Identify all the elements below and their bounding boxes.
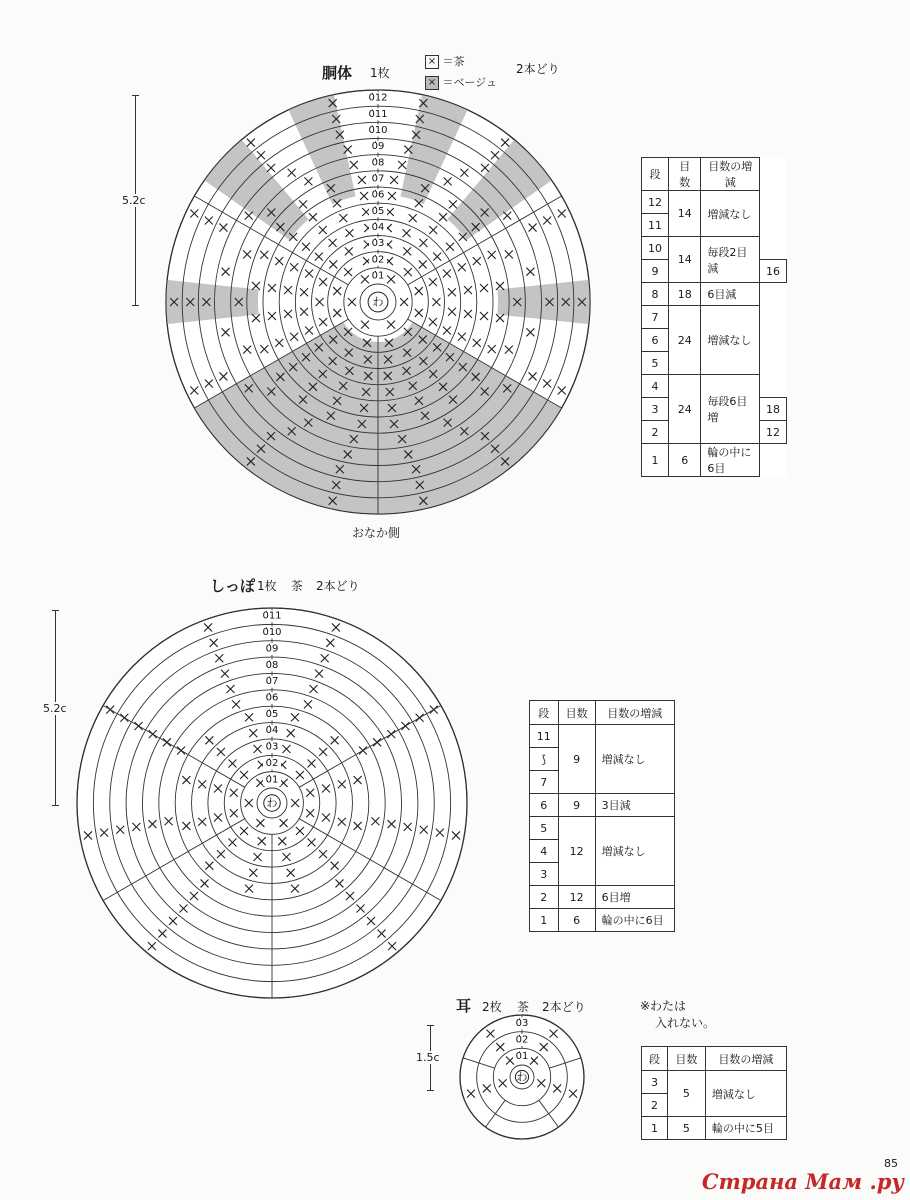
body-yarn: 2本どり xyxy=(516,62,560,76)
body-table-header-row: 段 xyxy=(642,158,669,191)
row-label: 0̇1 xyxy=(265,774,279,786)
stitch-count: 5 xyxy=(667,1071,705,1117)
tail-table-header-count: 目数 xyxy=(558,701,595,725)
stitch-change: 毎段2目減 xyxy=(701,237,760,283)
stitch-count: 6 xyxy=(669,444,701,477)
stitch-count: 14 xyxy=(669,191,701,237)
watermark: Страна Мам .ру xyxy=(701,1169,904,1194)
stitch-count: 12 xyxy=(558,886,595,909)
row-label: 0̇3 xyxy=(515,1017,529,1029)
row-number: ⟆ xyxy=(530,748,559,771)
row-number: 2 xyxy=(642,421,669,444)
stitch-change: 増減なし xyxy=(701,191,760,237)
stitch-count: 6 xyxy=(558,909,595,932)
tail-table-header-row: 段 xyxy=(530,701,559,725)
legend-brown-label: ＝茶 xyxy=(442,55,465,68)
row-label: 0̇6 xyxy=(265,692,279,704)
row-label: 0̇12 xyxy=(368,92,388,104)
row-label: 0̇9 xyxy=(371,141,385,153)
row-number: 2 xyxy=(530,886,559,909)
stitch-count: 9 xyxy=(558,725,595,794)
row-number: 2 xyxy=(642,1094,668,1117)
row-number: 5 xyxy=(642,352,669,375)
stitch-change: 増減なし xyxy=(595,817,674,886)
stitch-change: 増減なし xyxy=(705,1071,786,1117)
row-number: 11 xyxy=(530,725,559,748)
ear-note-line2: 入れない。 xyxy=(655,1016,716,1030)
row-label: 0̇2 xyxy=(371,254,385,266)
row-label: 0̇2 xyxy=(265,757,279,769)
row-label: 0̇5 xyxy=(265,708,279,720)
row-label: 0̇11 xyxy=(262,610,282,622)
ear-yarn: 2本どり xyxy=(542,1000,586,1014)
ear-title: 耳 xyxy=(456,997,472,1015)
row-label: 0̇7 xyxy=(371,173,385,185)
stitch-count: 12 xyxy=(558,817,595,886)
row-label: 0̇11 xyxy=(368,108,388,120)
row-label: 0̇3 xyxy=(371,238,385,250)
legend-beige-swatch: × xyxy=(425,76,439,90)
row-label: 0̇4 xyxy=(371,221,385,233)
stitch-change: 3目減 xyxy=(595,794,674,817)
row-label: 0̇8 xyxy=(265,659,279,671)
row-number: 1 xyxy=(530,909,559,932)
row-label: 0̇5 xyxy=(371,205,385,217)
row-number: 4 xyxy=(530,840,559,863)
row-label: 0̇4 xyxy=(265,725,279,737)
row-label: 0̇2 xyxy=(515,1034,529,1046)
center-ring-label: わ xyxy=(266,796,278,810)
center-ring-label: わ xyxy=(516,1070,528,1084)
stitch-count: 5 xyxy=(667,1117,705,1140)
tail-count: 1枚 xyxy=(257,579,277,593)
row-number: 8 xyxy=(642,283,669,306)
body-table-header-change: 目数の増減 xyxy=(701,158,760,191)
row-number: 12 xyxy=(642,191,669,214)
stitch-change: 増減なし xyxy=(701,306,760,375)
row-number: 6 xyxy=(530,794,559,817)
row-number: 1 xyxy=(642,1117,668,1140)
ear-table-header-change: 目数の増減 xyxy=(705,1047,786,1071)
ear-count: 2枚 xyxy=(482,1000,502,1014)
row-number: 6 xyxy=(642,329,669,352)
page-number: 85 xyxy=(884,1157,898,1170)
ear-color: 茶 xyxy=(517,1000,530,1014)
row-number: 7 xyxy=(642,306,669,329)
body-count: 1枚 xyxy=(370,66,390,80)
ear-note-line1: ※わたは xyxy=(640,999,687,1013)
body-title: 胴体 xyxy=(322,64,353,82)
body-size-label: 5.2c xyxy=(122,194,146,207)
tail-size-label: 5.2c xyxy=(43,702,67,715)
ear-table-header-count: 目数 xyxy=(667,1047,705,1071)
row-number: 9 xyxy=(642,260,669,283)
row-label: 0̇3 xyxy=(265,741,279,753)
row-number: 7 xyxy=(530,771,559,794)
legend-brown-swatch: × xyxy=(425,55,439,69)
stitch-count: 14 xyxy=(669,237,701,283)
stitch-change: 輪の中に6目 xyxy=(701,444,760,477)
stitch-count: 18 xyxy=(669,283,701,306)
row-label: 0̇7 xyxy=(265,676,279,688)
center-ring-label: わ xyxy=(372,295,384,309)
row-label: 0̇9 xyxy=(265,643,279,655)
row-number: 11 xyxy=(642,214,669,237)
row-label: 0̇1 xyxy=(371,270,385,282)
stitch-count: 24 xyxy=(669,375,701,444)
stitch-change: 6目増 xyxy=(595,886,674,909)
row-label: 0̇1 xyxy=(515,1051,529,1063)
stitch-count: 16 xyxy=(759,260,786,283)
stitch-change: 輪の中に6目 xyxy=(595,909,674,932)
row-number: 1 xyxy=(642,444,669,477)
tail-title: しっぽ xyxy=(210,577,256,595)
tail-table-header-change: 目数の増減 xyxy=(595,701,674,725)
ear-table-header-row: 段 xyxy=(642,1047,668,1071)
tail-color: 茶 xyxy=(291,579,304,593)
row-number: 4 xyxy=(642,375,669,398)
row-number: 3 xyxy=(642,1071,668,1094)
row-number: 5 xyxy=(530,817,559,840)
stitch-count: 24 xyxy=(669,306,701,375)
row-label: 0̇10 xyxy=(262,627,282,639)
body-table-header-count: 目数 xyxy=(669,158,701,191)
legend-beige-label: ＝ベージュ xyxy=(442,76,498,89)
stitch-count: 18 xyxy=(759,398,786,421)
row-label: 0̇10 xyxy=(368,124,388,136)
stitch-count: 9 xyxy=(558,794,595,817)
row-label: 0̇8 xyxy=(371,157,385,169)
stitch-change: 増減なし xyxy=(595,725,674,794)
stitch-change: 毎段6目増 xyxy=(701,375,760,444)
row-number: 3 xyxy=(642,398,669,421)
stitch-change: 輪の中に5目 xyxy=(705,1117,786,1140)
belly-side-label: おなか側 xyxy=(352,526,401,540)
stitch-count: 12 xyxy=(759,421,786,444)
ear-size-label: 1.5c xyxy=(416,1051,440,1064)
stitch-change: 6目減 xyxy=(701,283,760,306)
row-number: 10 xyxy=(642,237,669,260)
row-number: 3 xyxy=(530,863,559,886)
row-label: 0̇6 xyxy=(371,189,385,201)
tail-yarn: 2本どり xyxy=(316,579,360,593)
